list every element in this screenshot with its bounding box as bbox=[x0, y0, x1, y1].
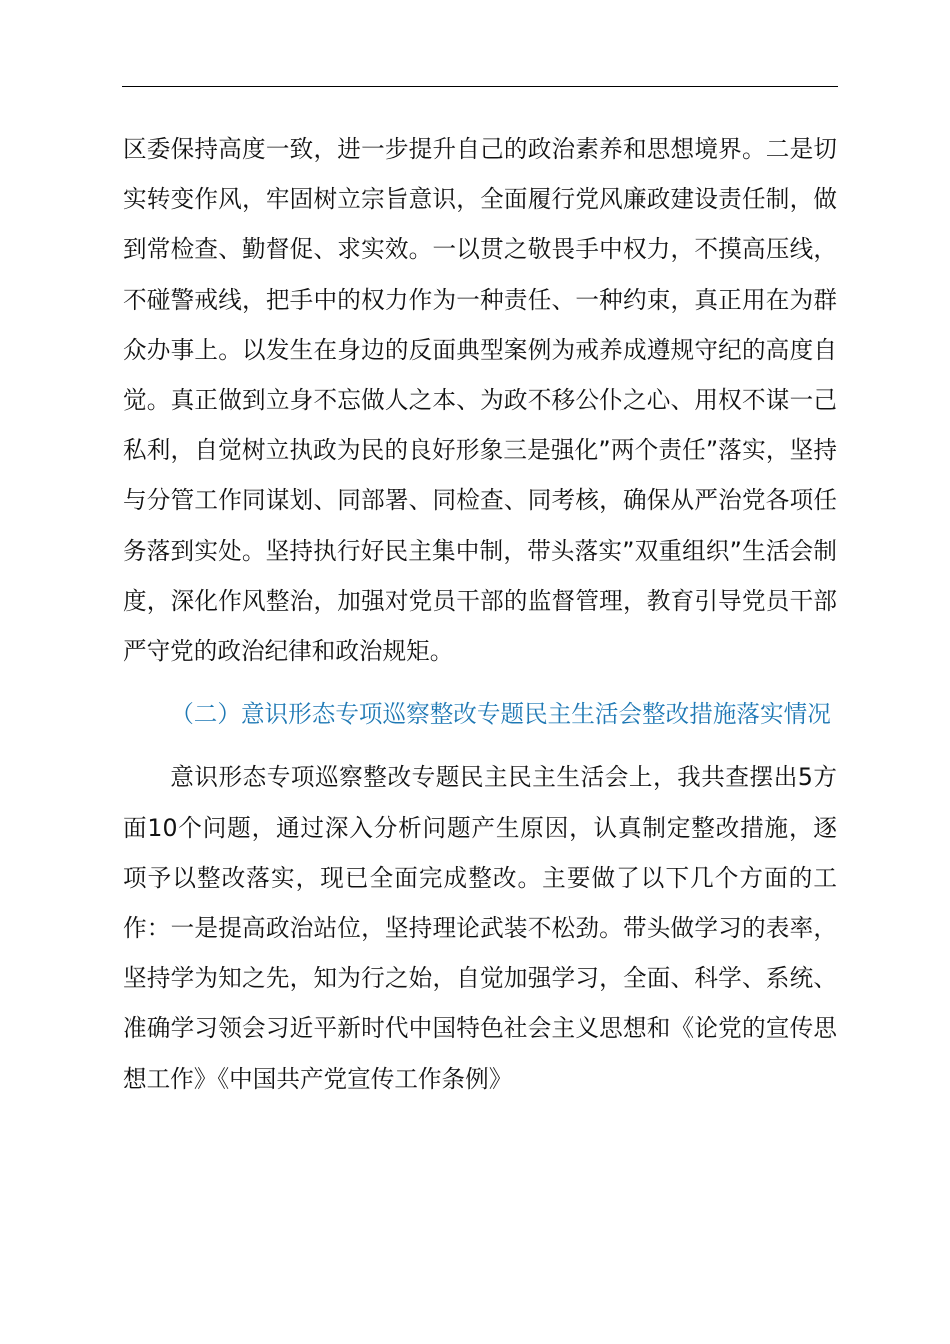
header-rule bbox=[122, 86, 838, 87]
section-heading: （二）意识形态专项巡察整改专题民主生活会整改措施落实情况 bbox=[170, 700, 831, 729]
document-body bbox=[123, 124, 837, 1104]
body-paragraph-continuation: 区委保持高度一致，进一步提升自己的政治素养和思想境界。二是切实转变作风，牢固树立宗旨意识，全面履行党风廉政建设责任制，做到常检查、勤督促、求实效。一以贯之敬畏手中权力，不摸高压线，不碰警戒线，把手中的权力作为一种责任、一种约束，真正用在为群众办事上。以发生在身边的反面典型案例为戒养成遵规守纪的高度自觉。真正做到立身不忘做人之本、为政不移公仆之心、用权不谋一己私利，自觉树立执政为民的良好形象三是强化”两个责任”落实，坚持与分管工作同谋划、同部署、同检查、同考核，确保从严治党各项任务落到实处。坚持执行好民主集中制，带头落实”双重组织”生活会制度，深化作风整治，加强对党员干部的监督管理，教育引导党员干部严守党的政治纪律和政治规矩。 bbox=[123, 135, 837, 666]
body-paragraph: 意识形态专项巡察整改专题民主民主生活会上，我共查摆出5方面10个问题，通过深入分析问题产生原因，认真制定整改措施，逐项予以整改落实，现已全面完成整改。主要做了以下几个方面的工作：一是提高政治站位，坚持理论武装不松劲。带头做学习的表率，坚持学为知之先，知为行之始，自觉加强学习，全面、科学、系统、准确学习领会习近平新时代中国特色社会主义思想和《论党的宣传思想工作》《中国共产党宣传工作条例》 bbox=[123, 763, 837, 1093]
